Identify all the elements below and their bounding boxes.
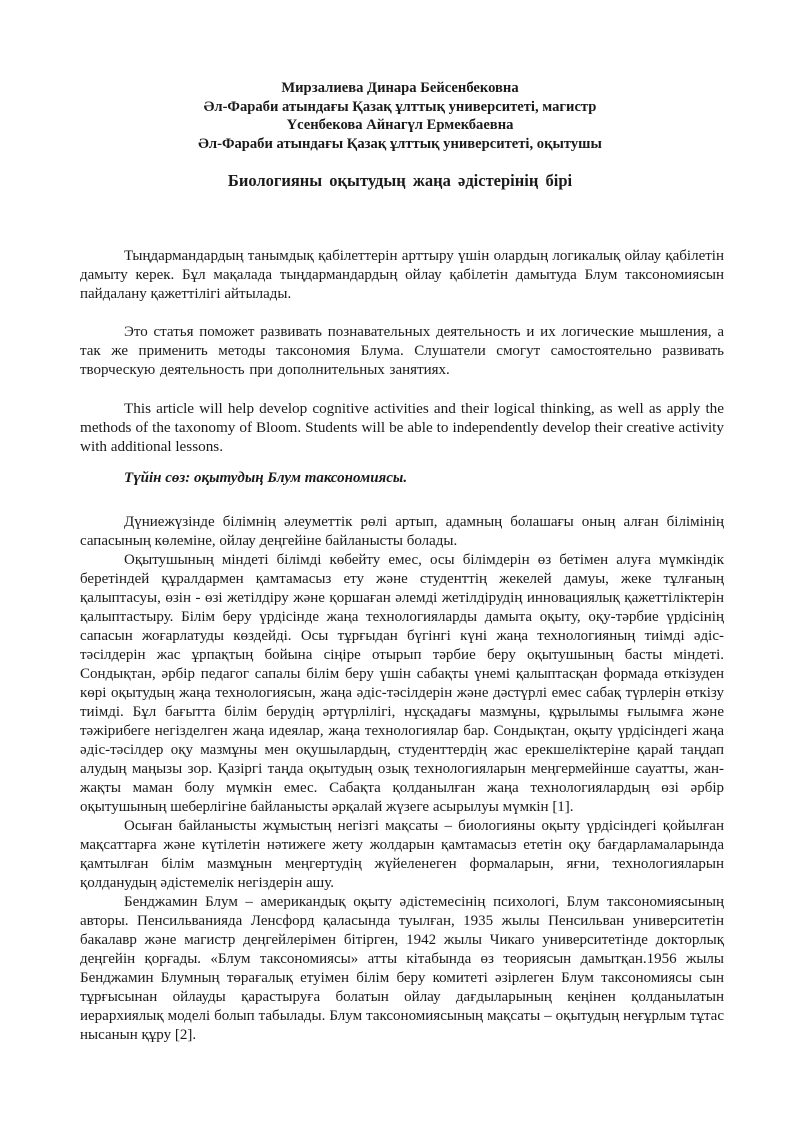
keywords-line: Түйін сөз: оқытудың Блум таксономиясы.: [124, 470, 408, 486]
body-paragraph-4: Бенджамин Блум – американдық оқыту әдістемесінің психологі, Блум таксономиясының авторы. Пенсильванияда Ленсфорд қаласында туылған, 1935 жылы Пенсильван университетін бакалавр және магистр деңгейлерімен бітірген, 1942 жылы Чикаго университетінде докторлық деңгейін қорғады. «Блум таксономиясы» атты кітабында өз теориясын дамытқан.1956 жылы Бенджамин Блумның төрағалық етуімен білім беру комитеті әзірлеген Блум таксономиясы сын тұрғысынан ойлауды қарастыруға болатын ойлау дағдыларының кеңінен қолданылатын иерархиялық моделі болып табылады. Блум таксономиясының мақсаты – оқытудың неғұрлым тұтас нысанын құру [2].: [80, 894, 724, 1043]
author-name-2: Үсенбекова Айнагүл Ермекбаевна: [286, 117, 514, 134]
body-paragraph-1: Дүниежүзінде білімнің әлеуметтік рөлі артып, адамның болашағы оның алған білімінің сапасының көлеміне, ойлау деңгейіне байланысты болады.: [80, 514, 724, 549]
body-paragraph-3: Осыған байланысты жұмыстың негізгі мақсаты – биологияны оқыту үрдісіндегі қойылған мақсаттарға және күтілетін нәтижеге жету жолдарын қамтамасыз ететін оқу бағдарламаларында қамтылған білім мазмұнын меңгертудің жүйеленеген формаларын, яғни, технологияларын қолданудың әдістемелік негіздерін ашу.: [80, 818, 724, 891]
body-paragraph-2: Оқытушының міндеті білімді көбейту емес, осы білімдерін өз бетімен алуға мүмкіндік беретіндей құралдармен қамтамасыз ету және студенттің жекелей дамуы, жеке тұлғаның қалыптасуы, өзін - өзі жетілдіру және қоршаған әлемді жетілдірудің инновациялық қажеттіліктерін қалыптастыру. Білім беру үрдісінде жаңа технологияларды дамыта оқыту, оқу-тәрбие үрдісінің сапасын жоғарлатуды көздейді. Осы тұрғыдан бүгінгі күні жаңа технологияның тиімді әдіс-тәсілдерін жас ұрпақтың бойына сіңіре отырып тәрбие беру оқытушының басты міндеті. Сондықтан, әрбір педагог сапалы білім беру үшін сабақты үнемі қалыптасқан формада өткізуден көрі оқытудың жаңа технологиясын, жаңа әдіс-тәсілдерін және дәстүрлі емес сабақ түрлерін өткізу тиімді. Бұл бағытта білім берудің әртүрлілігі, нұсқадағы мазмұны, құрылымы ғылымға және тәжірибеге негізделген жаңа идеялар, жаңа технологиялар бар. Сондықтан, оқыту үрдісіндегі жаңа әдіс-тәсілдер оқу мазмұны мен оқушылардың, студенттердің жас ерекшеліктеріне қарай таңдап алудың маңызы зор. Қазіргі таңда оқытудың озық технологияларын меңгермейінше сауатты, жан-жақты маман болу мүмкін емес. Сабақта қолданылған жаңа технологиялардың өзі әрбір оқытушының шеберлігіне байланысты әрқалай жүзеге асырылуы мүмкін [1].: [80, 552, 724, 815]
article-title: Биологияны оқытудың жаңа әдістерінің бірі: [227, 171, 573, 190]
author-name-1: Мирзалиева Динара Бейсенбековна: [281, 80, 519, 96]
abstract-russian: Это статья поможет развивать познавательных деятельность и их логические мышления, а так же применить методы таксономия Блума. Слушатели смогут самостоятельно развивать творческую деятельность при дополнительных занятиях.: [80, 324, 724, 378]
article-header: [60, 79, 740, 153]
author-affiliation-1: Әл-Фараби атындағы Қазақ ұлттық университеті, магистр: [203, 98, 597, 115]
article-body: [80, 513, 724, 1045]
abstract-english: This article will help develop cognitive activities and their logical thinking, as well as apply the methods of the taxonomy of Bloom. Students will be able to independently develop their creative activity with additional lessons.: [80, 400, 724, 455]
abstract-kazakh: Тыңдармандардың танымдық қабілеттерін арттыру үшін олардың логикалық ойлау қабілетін дамыту керек. Бұл мақалада тыңдармандардың ойлау қабілетін дамытуда Блум таксономиясын пайдалану қажеттілігі айтылады.: [80, 248, 724, 302]
author-affiliation-2: Әл-Фараби атындағы Қазақ ұлттық университеті, оқытушы: [198, 135, 602, 152]
